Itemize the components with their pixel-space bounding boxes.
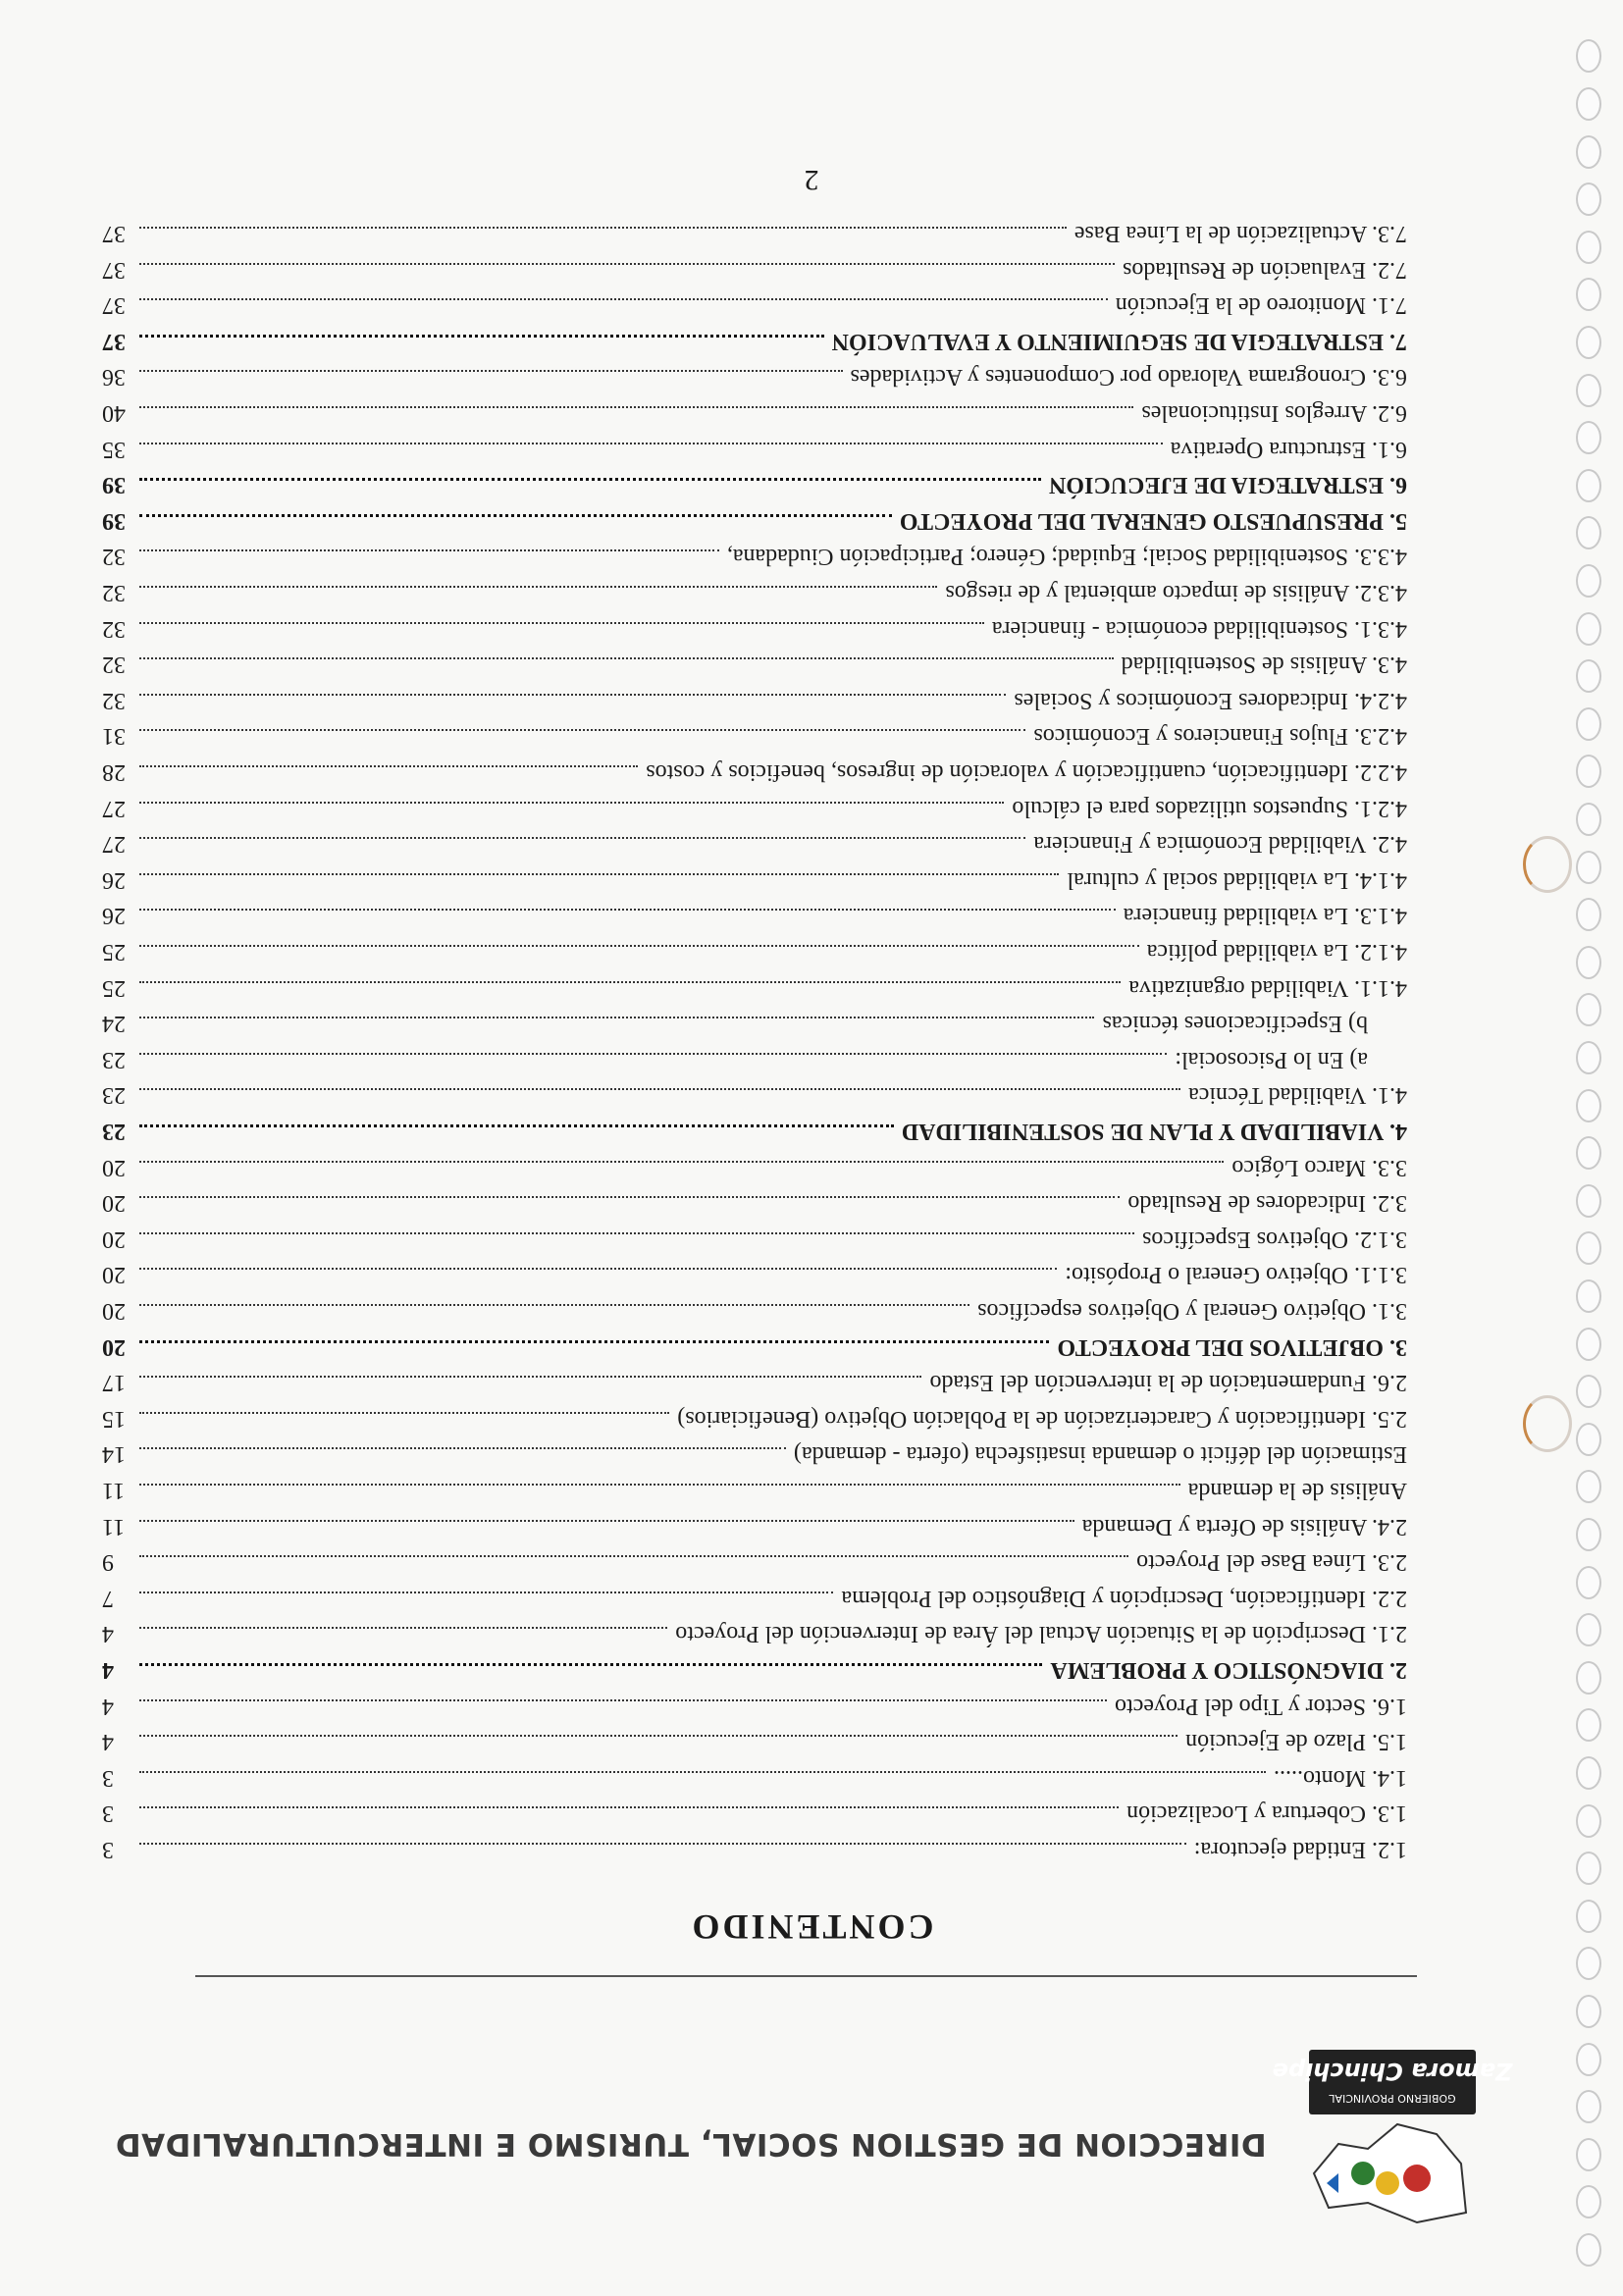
- binding-hole: [1576, 707, 1601, 741]
- binding-hole: [1576, 326, 1601, 359]
- toc-page-number: 39: [102, 472, 126, 498]
- toc-dot-leader: [139, 263, 1115, 265]
- logo-small-text: GOBIERNO PROVINCIAL: [1329, 2092, 1456, 2105]
- toc-entry[interactable]: [102, 1619, 1407, 1648]
- binding-hole: [1576, 993, 1601, 1026]
- toc-dot-leader: [139, 1124, 894, 1127]
- toc-dot-leader: [139, 873, 1059, 875]
- toc-dot-leader: [139, 1627, 667, 1629]
- toc-entry-label: 6.3. Cronograma Valorado por Componentes y Actividades: [850, 364, 1407, 391]
- toc-dot-leader: [139, 370, 843, 372]
- toc-entry-label: 2.5. Identificación y Caracterización de la Población Objetivo (Beneficiarios): [677, 1405, 1407, 1432]
- toc-entry-label: 6.2. Arreglos Institucionales: [1141, 400, 1407, 426]
- toc-dot-leader: [139, 1447, 786, 1449]
- provincial-logo: [1272, 2036, 1513, 2232]
- binding-hole: [1576, 39, 1601, 73]
- toc-entry-label: 4.1.3. La viabilidad financiera: [1123, 903, 1407, 929]
- toc-page-number: 36: [102, 364, 126, 391]
- binding-hole: [1576, 1136, 1601, 1170]
- toc-page-number: 7: [102, 1585, 114, 1611]
- toc-entry[interactable]: [102, 1188, 1407, 1218]
- toc-entry[interactable]: [102, 1009, 1407, 1038]
- toc-entry[interactable]: [102, 1080, 1407, 1110]
- toc-dot-leader: [139, 1232, 1134, 1234]
- binding-hole: [1576, 1184, 1601, 1218]
- toc-page-number: 23: [102, 1119, 126, 1144]
- binding-hole: [1576, 2043, 1601, 2076]
- toc-dot-leader: [139, 1592, 833, 1593]
- binding-hole: [1576, 1947, 1601, 1980]
- toc-page-number: 40: [102, 400, 126, 426]
- toc-entry[interactable]: [102, 686, 1407, 715]
- toc-entry[interactable]: [102, 1225, 1407, 1254]
- contents-heading: CONTENIDO: [689, 1907, 934, 1947]
- toc-entry[interactable]: [102, 937, 1407, 966]
- logo-brand-text: Zamora Chinchipe: [1272, 2058, 1513, 2085]
- toc-dot-leader: [139, 227, 1067, 229]
- toc-page-number: 14: [102, 1441, 126, 1468]
- toc-page-number: 25: [102, 974, 126, 1001]
- binding-hole: [1576, 87, 1601, 121]
- toc-page-number: 27: [102, 795, 126, 821]
- toc-entry-label: 3.1. Objetivo General y Objetivos específicos: [977, 1298, 1407, 1324]
- toc-page-number: 3: [102, 1764, 114, 1791]
- toc-entry-label: b) Especificaciones técnicas: [1102, 1011, 1368, 1037]
- toc-entry[interactable]: [102, 757, 1407, 787]
- toc-entry[interactable]: [102, 1835, 1407, 1864]
- toc-dot-leader: [139, 694, 1006, 696]
- toc-entry[interactable]: [102, 362, 1407, 391]
- toc-entry[interactable]: [102, 219, 1407, 248]
- binding-hole: [1576, 2185, 1601, 2218]
- toc-entry-label: 1.6. Sector y Tipo del Proyecto: [1115, 1693, 1407, 1719]
- toc-entry[interactable]: [102, 794, 1407, 823]
- toc-dot-leader: [139, 1484, 1180, 1486]
- toc-entry-label: 7.1. Monitoreo de la Ejecución: [1115, 292, 1407, 319]
- toc-page-number: 11: [102, 1513, 126, 1539]
- organization-title: DIRECCION DE GESTION SOCIAL, TURISMO E INTERCULTURALIDAD: [115, 2126, 1267, 2162]
- toc-entry-label: 6. ESTRATEGIA DE EJECUCIÓN: [1049, 472, 1407, 498]
- binding-hole: [1576, 1470, 1601, 1503]
- toc-entry-label: 7.2. Evaluación de Resultados: [1123, 256, 1407, 283]
- toc-entry-label: 2.3. Línea Base del Proyecto: [1136, 1549, 1407, 1576]
- toc-entry-label: 3.3. Marco Lógico: [1231, 1154, 1407, 1180]
- toc-entry[interactable]: [102, 1655, 1407, 1685]
- toc-page-number: 4: [102, 1657, 114, 1683]
- toc-entry[interactable]: [102, 1117, 1407, 1146]
- toc-entry[interactable]: [102, 327, 1407, 356]
- toc-page-number: 4: [102, 1729, 114, 1755]
- toc-dot-leader: [139, 1376, 921, 1378]
- toc-page-number: 9: [102, 1549, 114, 1576]
- toc-page-number: 26: [102, 866, 126, 893]
- toc-entry-label: 4. VIABILIDAD Y PLAN DE SOSTENIBILIDAD: [901, 1119, 1407, 1144]
- toc-dot-leader: [139, 837, 1025, 839]
- toc-page-number: 4: [102, 1693, 114, 1719]
- toc-entry-label: Estimación del déficit o demanda insatisfecha (oferta - demanda): [793, 1441, 1407, 1468]
- binding-hole: [1576, 2138, 1601, 2171]
- toc-entry-label: 4.3. Análisis de Sostenibilidad: [1121, 652, 1407, 678]
- binding-hole: [1576, 898, 1601, 931]
- toc-dot-leader: [139, 1806, 1119, 1808]
- toc-page-number: 32: [102, 652, 126, 678]
- toc-dot-leader: [139, 1412, 669, 1414]
- toc-page-number: 37: [102, 328, 126, 354]
- toc-page-number: 37: [102, 221, 126, 246]
- toc-entry[interactable]: [102, 1439, 1407, 1469]
- toc-dot-leader: [139, 1340, 1050, 1343]
- toc-entry[interactable]: [102, 435, 1407, 464]
- toc-dot-leader: [139, 406, 1133, 408]
- toc-dot-leader: [139, 586, 937, 588]
- toc-entry[interactable]: [102, 721, 1407, 751]
- toc-entry[interactable]: [102, 290, 1407, 320]
- page-number: 2: [804, 164, 819, 196]
- toc-entry-label: 4.1. Viabilidad Técnica: [1188, 1082, 1407, 1109]
- toc-page-number: 3: [102, 1800, 114, 1827]
- toc-page-number: 20: [102, 1333, 126, 1360]
- toc-dot-leader: [139, 1843, 1186, 1845]
- toc-dot-leader: [139, 335, 824, 338]
- binding-hole: [1576, 278, 1601, 311]
- toc-entry-label: 1.5. Plazo de Ejecución: [1185, 1729, 1407, 1755]
- toc-entry-label: 3.1.1. Objetivo General o Propósito:: [1065, 1262, 1407, 1288]
- toc-dot-leader: [139, 1771, 1266, 1773]
- toc-entry-label: 1.2. Entidad ejecutora:: [1193, 1837, 1407, 1862]
- toc-page-number: 32: [102, 544, 126, 570]
- binding-hole: [1576, 1708, 1601, 1742]
- toc-entry[interactable]: [102, 506, 1407, 536]
- toc-entry[interactable]: [102, 255, 1407, 285]
- toc-entry-label: 3. OBJETIVOS DEL PROYECTO: [1057, 1333, 1407, 1360]
- binding-hole: [1576, 231, 1601, 264]
- toc-entry-label: 4.1.1. Viabilidad organizativa: [1128, 974, 1407, 1001]
- binding-hole: [1576, 1852, 1601, 1885]
- toc-page-number: 28: [102, 759, 126, 785]
- binding-hole: [1576, 1756, 1601, 1790]
- toc-entry-label: 4.2. Viabilidad Económica y Financiera: [1033, 831, 1407, 858]
- toc-entry-label: Análisis de la demanda: [1187, 1478, 1407, 1503]
- toc-entry[interactable]: [102, 1763, 1407, 1793]
- toc-entry[interactable]: [102, 1512, 1407, 1541]
- toc-entry-label: 3.1.2. Objetivos Específicos: [1142, 1226, 1407, 1252]
- binding-hole: [1576, 2233, 1601, 2267]
- toc-entry[interactable]: [102, 1332, 1407, 1362]
- toc-entry[interactable]: [102, 1727, 1407, 1756]
- toc-entry-label: 2.4. Análisis de Oferta y Demanda: [1081, 1513, 1407, 1539]
- toc-entry[interactable]: [102, 650, 1407, 679]
- toc-entry-label: 4.2.1. Supuestos utilizados para el cálculo: [1012, 795, 1407, 821]
- binding-hole: [1576, 755, 1601, 788]
- toc-entry[interactable]: [102, 1153, 1407, 1182]
- toc-dot-leader: [139, 298, 1108, 300]
- binding-hole: [1576, 1995, 1601, 2028]
- toc-entry-label: 4.2.4. Indicadores Económicos y Sociales: [1014, 687, 1407, 713]
- binding-hole: [1576, 421, 1601, 454]
- toc-entry[interactable]: [102, 973, 1407, 1003]
- toc-entry-label: 5. PRESUPUESTO GENERAL DEL PROYECTO: [899, 507, 1407, 534]
- toc-dot-leader: [139, 1555, 1128, 1557]
- binding-hole: [1576, 1375, 1601, 1408]
- toc-dot-leader: [139, 1699, 1107, 1701]
- binding-hole: [1576, 1041, 1601, 1074]
- toc-entry-label: a) En lo Psicosocial:: [1175, 1046, 1368, 1072]
- binding-hole: [1576, 1279, 1601, 1313]
- toc-dot-leader: [139, 1161, 1224, 1163]
- toc-dot-leader: [139, 729, 1025, 731]
- binding-hole: [1576, 1661, 1601, 1695]
- binding-hole: [1576, 1518, 1601, 1551]
- document-header: [73, 2036, 1513, 2232]
- toc-entry[interactable]: [102, 542, 1407, 571]
- binding-hole: [1576, 803, 1601, 836]
- toc-dot-leader: [139, 478, 1041, 481]
- toc-dot-leader: [139, 802, 1004, 804]
- toc-entry-label: 4.1.4. La viabilidad social y cultural: [1067, 866, 1407, 893]
- toc-page-number: 15: [102, 1405, 126, 1432]
- toc-dot-leader: [139, 514, 892, 517]
- binding-hole: [1576, 1423, 1601, 1456]
- binding-hole: [1576, 1328, 1601, 1361]
- binding-hole: [1576, 851, 1601, 884]
- toc-dot-leader: [139, 1268, 1057, 1270]
- toc-entry[interactable]: [102, 1045, 1407, 1074]
- toc-entry[interactable]: [102, 1260, 1407, 1289]
- toc-entry[interactable]: [102, 1799, 1407, 1828]
- binding-hole: [1576, 564, 1601, 598]
- toc-entry-label: 4.2.3. Flujos Financieros y Económicos: [1033, 723, 1407, 750]
- toc-entry-label: 4.1.2. La viabilidad política: [1146, 939, 1407, 965]
- toc-dot-leader: [139, 622, 984, 624]
- binding-hole: [1576, 1231, 1601, 1265]
- punch-hole: [1523, 1395, 1572, 1452]
- toc-page-number: 20: [102, 1226, 126, 1252]
- toc-entry[interactable]: [102, 470, 1407, 499]
- binding-hole: [1576, 946, 1601, 979]
- toc-page-number: 27: [102, 831, 126, 858]
- toc-page-number: 32: [102, 615, 126, 642]
- toc-entry[interactable]: [102, 865, 1407, 895]
- toc-dot-leader: [139, 1196, 1120, 1198]
- binding-hole: [1576, 1613, 1601, 1646]
- header-rule: [195, 1975, 1417, 1977]
- toc-entry[interactable]: [102, 1584, 1407, 1613]
- binding-hole: [1576, 374, 1601, 407]
- toc-dot-leader: [139, 1663, 1042, 1666]
- toc-entry-label: 4.2.2. Identificación, cuantificación y valoración de ingresos, beneficios y costos: [646, 759, 1407, 785]
- toc-dot-leader: [139, 657, 1114, 659]
- toc-dot-leader: [139, 909, 1116, 911]
- binding-holes: [1544, 0, 1623, 2296]
- toc-entry[interactable]: [102, 901, 1407, 930]
- toc-entry[interactable]: [102, 1368, 1407, 1397]
- toc-page-number: 20: [102, 1154, 126, 1180]
- toc-entry-label: 7.3. Actualización de la Línea Base: [1073, 221, 1407, 246]
- toc-entry[interactable]: [102, 614, 1407, 644]
- toc-page-number: 11: [102, 1478, 126, 1503]
- toc-entry-label: 2.1. Descripción de la Situación Actual del Área de Intervención del Proyecto: [675, 1621, 1407, 1647]
- toc-page-number: 17: [102, 1370, 126, 1396]
- toc-dot-leader: [139, 765, 638, 767]
- toc-entry-label: 2. DIAGNÓSTICO Y PROBLEMA: [1050, 1657, 1407, 1683]
- punch-hole: [1523, 836, 1572, 893]
- toc-page-number: 25: [102, 939, 126, 965]
- toc-entry-label: 3.2. Indicadores de Resultado: [1127, 1190, 1407, 1217]
- toc-entry-label: 6.1. Estructura Operativa: [1170, 436, 1407, 462]
- toc-entry[interactable]: [102, 398, 1407, 428]
- toc-dot-leader: [139, 549, 719, 551]
- toc-dot-leader: [139, 945, 1139, 947]
- toc-entry-label: 4.3.2. Análisis de impacto ambiental y de riesgos: [945, 580, 1407, 605]
- toc-page-number: 26: [102, 903, 126, 929]
- toc-dot-leader: [139, 981, 1121, 983]
- toc-entry-label: 4.3.3. Sostenibilidad Social; Equidad; Género; Participación Ciudadana,: [726, 544, 1407, 570]
- toc-dot-leader: [139, 1053, 1167, 1055]
- toc-page-number: 20: [102, 1190, 126, 1217]
- toc-page-number: 31: [102, 723, 126, 750]
- binding-hole: [1576, 1804, 1601, 1838]
- toc-page-number: 4: [102, 1621, 114, 1647]
- binding-hole: [1576, 469, 1601, 502]
- toc-entry-label: 1.3. Cobertura y Localización: [1126, 1800, 1407, 1827]
- toc-entry-label: 4.3.1. Sostenibilidad económica - financiera: [991, 615, 1407, 642]
- toc-page-number: 24: [102, 1011, 126, 1037]
- toc-dot-leader: [139, 1735, 1178, 1737]
- toc-dot-leader: [139, 1017, 1094, 1018]
- binding-hole: [1576, 516, 1601, 549]
- toc-page-number: 35: [102, 436, 126, 462]
- binding-hole: [1576, 1566, 1601, 1599]
- toc-page-number: 37: [102, 256, 126, 283]
- toc-page-number: 32: [102, 687, 126, 713]
- toc-entry[interactable]: [102, 1547, 1407, 1577]
- toc-dot-leader: [139, 1088, 1180, 1090]
- toc-entry-label: 7. ESTRATEGIA DE SEGUIMIENTO Y EVALUACIÓN: [831, 328, 1407, 354]
- toc-entry[interactable]: [102, 1404, 1407, 1434]
- toc-page-number: 32: [102, 580, 126, 605]
- toc-page-number: 39: [102, 507, 126, 534]
- binding-hole: [1576, 612, 1601, 646]
- toc-dot-leader: [139, 1520, 1074, 1522]
- toc-entry[interactable]: [102, 578, 1407, 607]
- binding-hole: [1576, 2090, 1601, 2123]
- toc-page-number: 20: [102, 1298, 126, 1324]
- toc-entry[interactable]: [102, 1692, 1407, 1721]
- toc-page-number: 3: [102, 1837, 114, 1862]
- toc-page-number: 20: [102, 1262, 126, 1288]
- toc-entry-label: 2.2. Identificación, Descripción y Diagnóstico del Problema: [841, 1585, 1407, 1611]
- toc-page-number: 23: [102, 1046, 126, 1072]
- toc-entry-label: 2.6. Fundamentación de la intervención del Estado: [929, 1370, 1407, 1396]
- toc-entry[interactable]: [102, 1296, 1407, 1326]
- toc-dot-leader: [139, 1304, 969, 1306]
- toc-dot-leader: [139, 443, 1163, 444]
- toc-page-number: 37: [102, 292, 126, 319]
- toc-entry[interactable]: [102, 829, 1407, 859]
- binding-hole: [1576, 659, 1601, 693]
- binding-hole: [1576, 1089, 1601, 1122]
- toc-entry-label: 1.4. Monto.....: [1273, 1764, 1407, 1791]
- toc-entry[interactable]: [102, 1476, 1407, 1505]
- toc-page-number: 23: [102, 1082, 126, 1109]
